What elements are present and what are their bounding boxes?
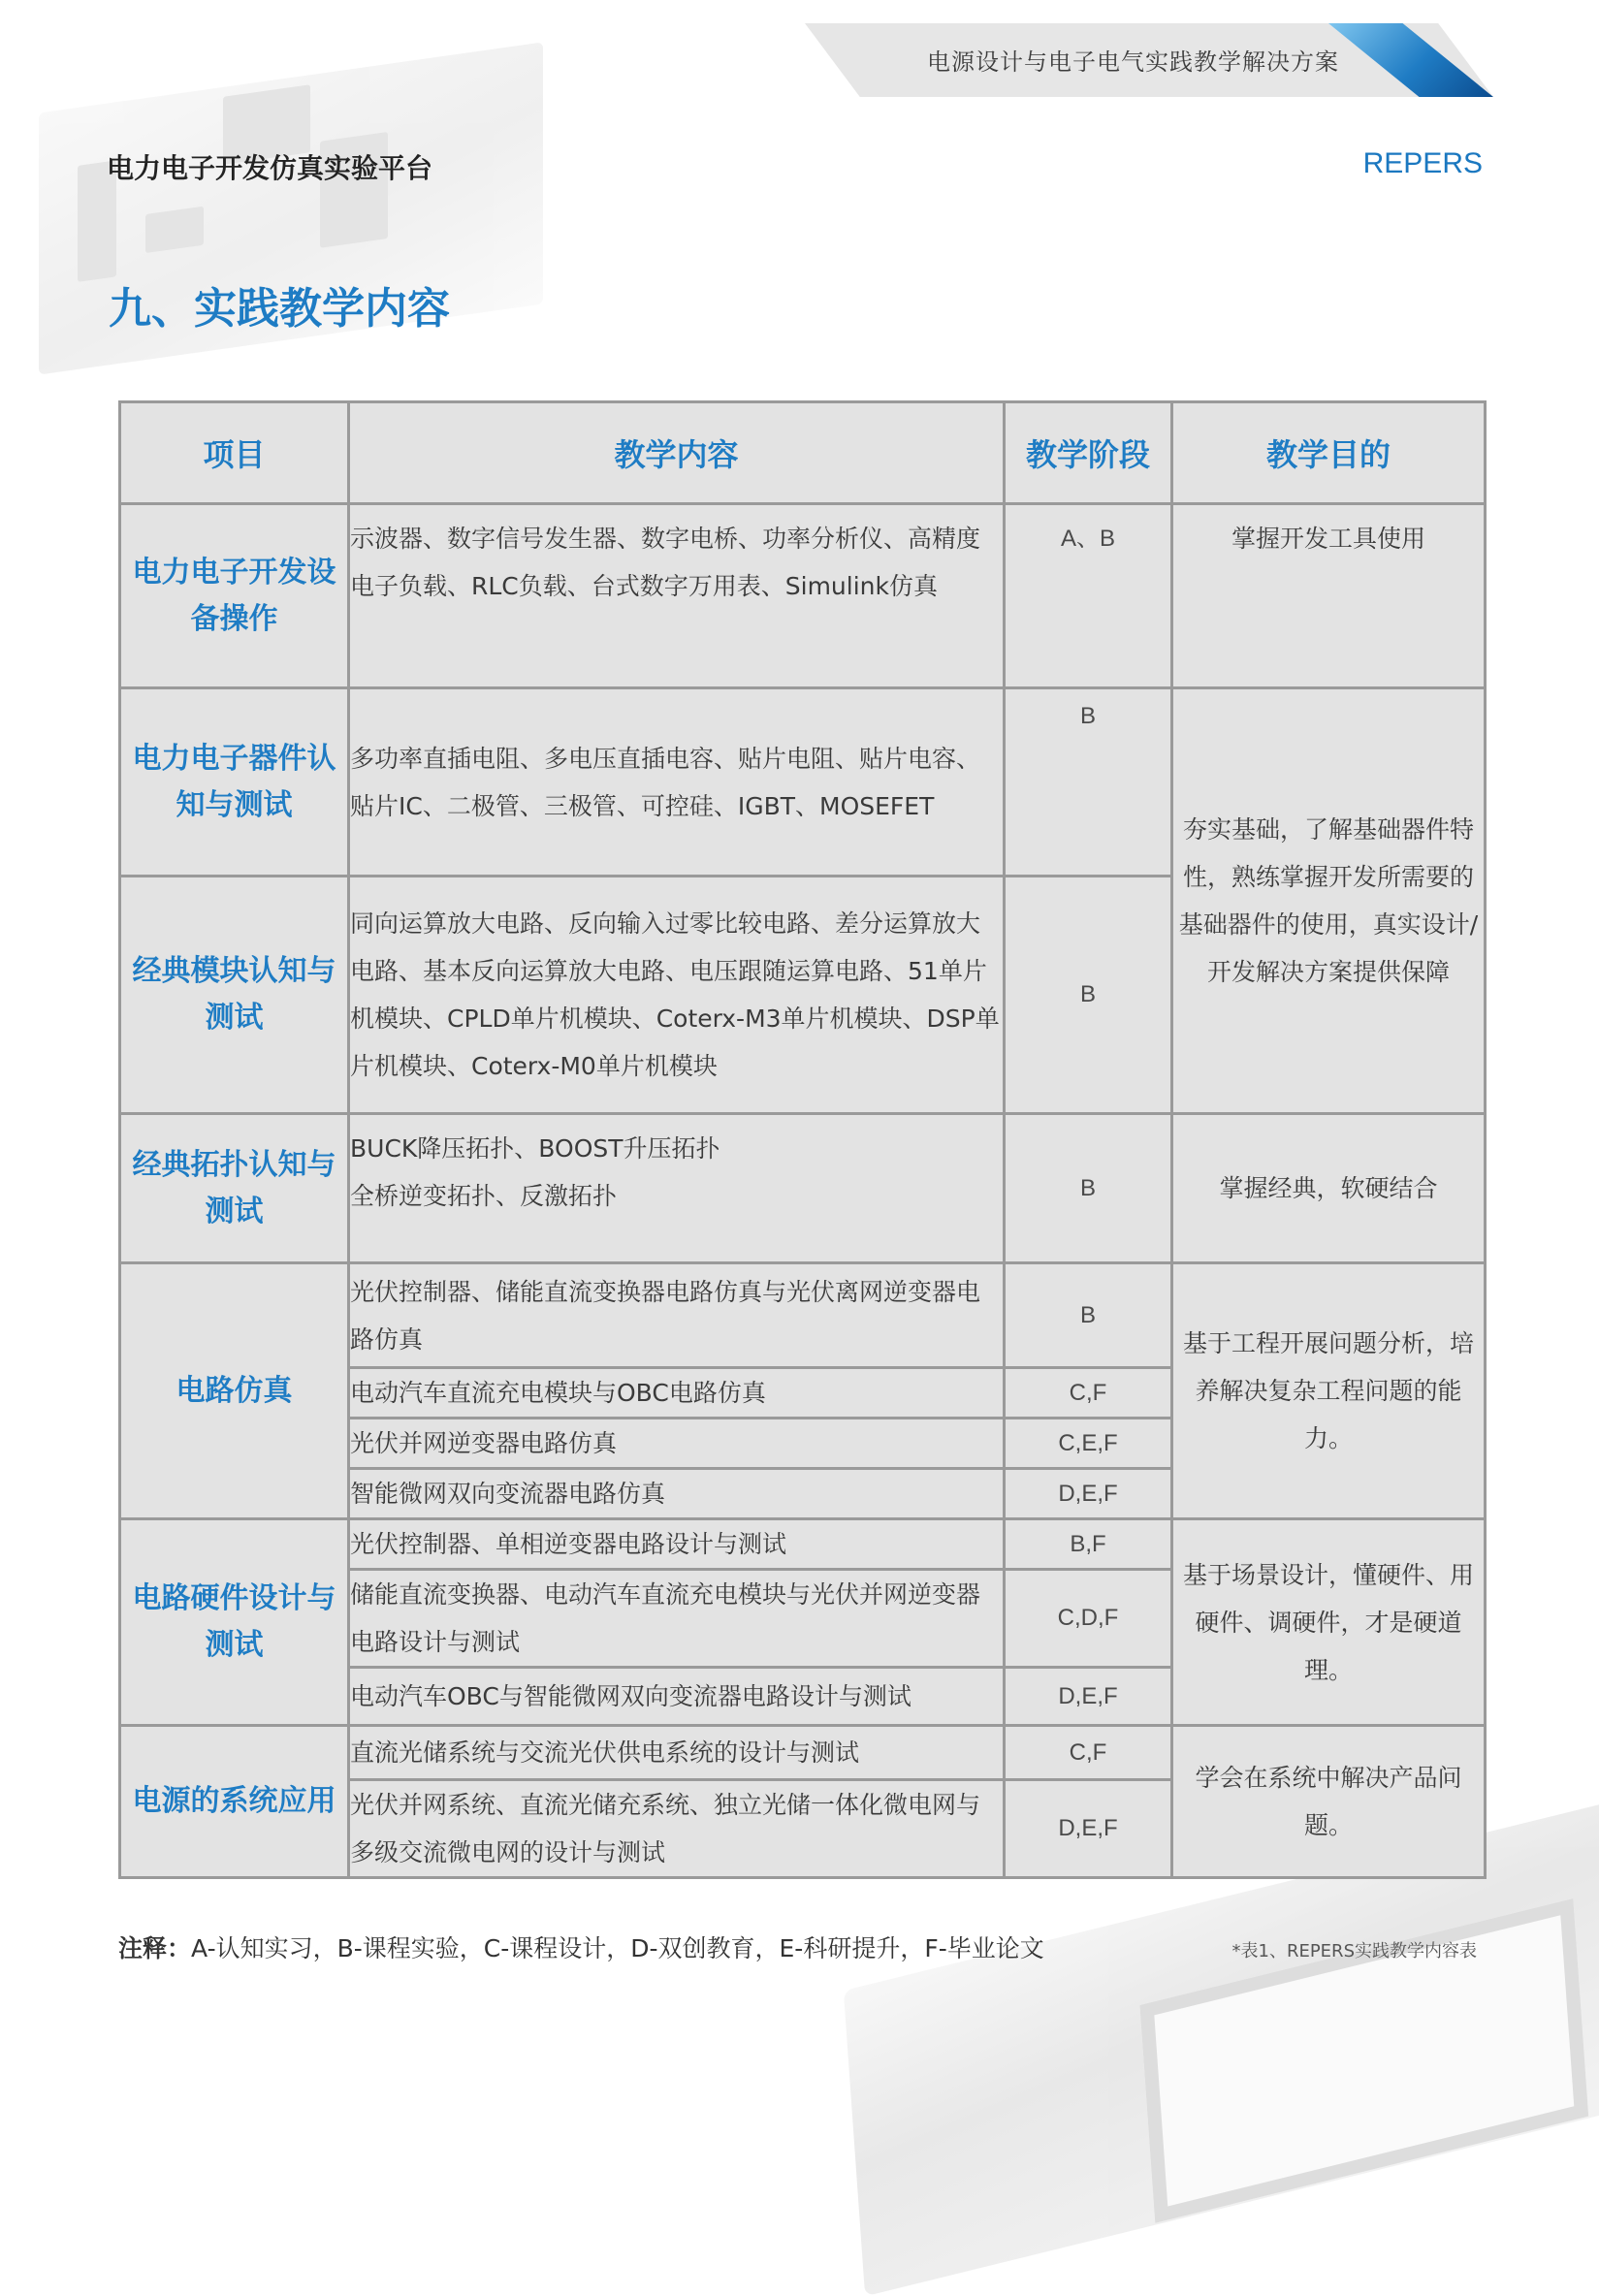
header-goal: 教学目的 bbox=[1172, 402, 1486, 504]
header-project: 项目 bbox=[120, 402, 349, 504]
platform-title: 电力电子开发仿真实验平台 bbox=[107, 152, 433, 184]
stage-cell: D,E,F bbox=[1005, 1780, 1172, 1878]
project-cell: 电力电子开发设备操作 bbox=[120, 504, 349, 688]
stage-cell: C,D,F bbox=[1005, 1570, 1172, 1668]
stage-cell: D,E,F bbox=[1005, 1469, 1172, 1519]
content-cell: 电动汽车OBC与智能微网双向变流器电路设计与测试 bbox=[349, 1668, 1005, 1726]
goal-cell: 掌握开发工具使用 bbox=[1172, 504, 1486, 688]
content-cell: 储能直流变换器、电动汽车直流充电模块与光伏并网逆变器电路设计与测试 bbox=[349, 1570, 1005, 1668]
stage-cell: D,E,F bbox=[1005, 1668, 1172, 1726]
project-cell: 电路硬件设计与测试 bbox=[120, 1519, 349, 1726]
table-row bbox=[120, 1263, 1486, 1368]
content-cell: 电动汽车直流充电模块与OBC电路仿真 bbox=[349, 1368, 1005, 1419]
stage-cell: B bbox=[1005, 1263, 1172, 1368]
stage-cell: C,E,F bbox=[1005, 1419, 1172, 1469]
document-title: 电源设计与电子电气实践教学解决方案 bbox=[927, 48, 1339, 76]
table-row bbox=[120, 504, 1486, 688]
table-row bbox=[120, 1114, 1486, 1263]
goal-cell: 基于场景设计，懂硬件、用硬件、调硬件，才是硬道理。 bbox=[1172, 1519, 1486, 1726]
goal-cell: 基于工程开展问题分析，培养解决复杂工程问题的能力。 bbox=[1172, 1263, 1486, 1519]
table-caption: *表1、REPERS实践教学内容表 bbox=[1231, 1941, 1477, 1961]
footnote-label: 注释： bbox=[118, 1934, 192, 1962]
stage-cell: B bbox=[1005, 688, 1172, 877]
teaching-content-table bbox=[118, 400, 1487, 1879]
footnote-text: A-认知实习，B-课程实验，C-课程设计，D-双创教育，E-科研提升，F-毕业论文 bbox=[191, 1934, 1044, 1962]
stage-cell: A、B bbox=[1005, 504, 1172, 688]
stage-cell: B bbox=[1005, 877, 1172, 1114]
content-cell: 光伏并网系统、直流光储充系统、独立光储一体化微电网与多级交流微电网的设计与测试 bbox=[349, 1780, 1005, 1878]
section-title: 九、实践教学内容 bbox=[109, 284, 450, 334]
project-cell: 电路仿真 bbox=[120, 1263, 349, 1519]
goal-cell: 夯实基础，了解基础器件特性，熟练掌握开发所需要的基础器件的使用，真实设计/开发解决方案提供保障 bbox=[1172, 688, 1486, 1114]
content-line: BUCK降压拓扑、BOOST升压拓扑 bbox=[350, 1134, 720, 1163]
content-cell bbox=[349, 1114, 1005, 1263]
header-content: 教学内容 bbox=[349, 402, 1005, 504]
content-cell: 智能微网双向变流器电路仿真 bbox=[349, 1469, 1005, 1519]
stage-cell: B,F bbox=[1005, 1519, 1172, 1570]
goal-cell: 学会在系统中解决产品问题。 bbox=[1172, 1726, 1486, 1878]
table-row bbox=[120, 1726, 1486, 1780]
content-line: 全桥逆变拓扑、反激拓扑 bbox=[350, 1182, 618, 1210]
project-cell: 经典模块认知与测试 bbox=[120, 877, 349, 1114]
content-cell: 同向运算放大电路、反向输入过零比较电路、差分运算放大电路、基本反向运算放大电路、电压跟随运算电路、51单片机模块、CPLD单片机模块、Coterx-M3单片机模块、DSP单片机模块、Coterx-M0单片机模块 bbox=[349, 877, 1005, 1114]
header-stage: 教学阶段 bbox=[1005, 402, 1172, 504]
content-cell: 多功率直插电阻、多电压直插电容、贴片电阻、贴片电容、贴片IC、二极管、三极管、可控硅、IGBT、MOSEFET bbox=[349, 688, 1005, 877]
content-cell: 光伏控制器、储能直流变换器电路仿真与光伏离网逆变器电路仿真 bbox=[349, 1263, 1005, 1368]
goal-cell: 掌握经典，软硬结合 bbox=[1172, 1114, 1486, 1263]
stage-cell: B bbox=[1005, 1114, 1172, 1263]
table-header-row bbox=[120, 402, 1486, 504]
content-cell: 光伏并网逆变器电路仿真 bbox=[349, 1419, 1005, 1469]
content-cell: 示波器、数字信号发生器、数字电桥、功率分析仪、高精度电子负载、RLC负载、台式数字万用表、Simulink仿真 bbox=[349, 504, 1005, 688]
project-cell: 电源的系统应用 bbox=[120, 1726, 349, 1878]
content-cell: 直流光储系统与交流光伏供电系统的设计与测试 bbox=[349, 1726, 1005, 1780]
footnote bbox=[118, 1929, 1044, 1964]
brand-name: REPERS bbox=[1362, 147, 1483, 179]
stage-cell: C,F bbox=[1005, 1368, 1172, 1419]
table-row bbox=[120, 1519, 1486, 1570]
content-cell: 光伏控制器、单相逆变器电路设计与测试 bbox=[349, 1519, 1005, 1570]
project-cell: 电力电子器件认知与测试 bbox=[120, 688, 349, 877]
stage-cell: C,F bbox=[1005, 1726, 1172, 1780]
table-row bbox=[120, 688, 1486, 877]
project-cell: 经典拓扑认知与测试 bbox=[120, 1114, 349, 1263]
